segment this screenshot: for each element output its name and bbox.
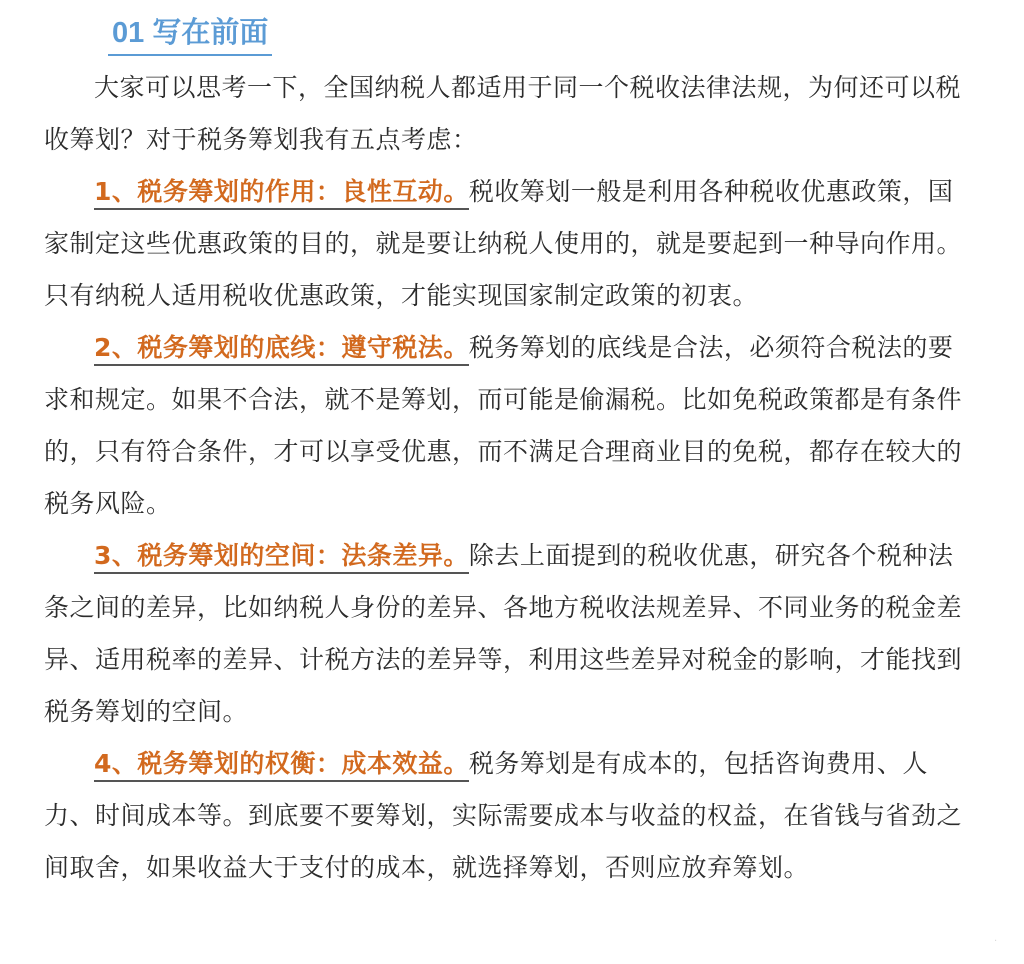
point-body-2: 税务筹划的底线是合法，必须符合税法的要求和规定。如果不合法，就不是筹划，而可能是偷漏税。比如免税政策都是有条件的，只有符合条件，才可以享受优惠，而不满足合理商业目的免税，都存在较大的税务风险。 [44, 333, 963, 518]
point-body-4: 税务筹划是有成本的，包括咨询费用、人力、时间成本等。到底要不要筹划，实际需要成本与收益的权益，在省钱与省劲之间取舍，如果收益大于支付的成本，就选择筹划，否则应放弃筹划。 [44, 749, 963, 882]
point-paragraph-4 [44, 738, 974, 894]
point-heading-4: 4、税务筹划的权衡：成本效益。 [94, 749, 469, 782]
point-paragraph-3 [44, 530, 974, 738]
section-title: 01 写在前面 [108, 14, 272, 56]
point-heading-2: 2、税务筹划的底线：遵守税法。 [94, 333, 469, 366]
point-body-1: 税收筹划一般是利用各种税收优惠政策，国家制定这些优惠政策的目的，就是要让纳税人使用的，就是要起到一种导向作用。只有纳税人适用税收优惠政策，才能实现国家制定政策的初衷。 [44, 177, 963, 310]
corner-dot-mark: · [994, 936, 998, 947]
point-heading-1: 1、税务筹划的作用：良性互动。 [94, 177, 469, 210]
point-body-3: 除去上面提到的税收优惠，研究各个税种法条之间的差异，比如纳税人身份的差异、各地方税收法规差异、不同业务的税金差异、适用税率的差异、计税方法的差异等，利用这些差异对税金的影响，才能找到税务筹划的空间。 [44, 541, 963, 726]
article [44, 14, 974, 894]
point-paragraph-1 [44, 166, 974, 322]
point-heading-3: 3、税务筹划的空间：法条差异。 [94, 541, 469, 574]
intro-paragraph: 大家可以思考一下，全国纳税人都适用于同一个税收法律法规，为何还可以税收筹划？对于税务筹划我有五点考虑： [44, 73, 962, 154]
point-paragraph-2 [44, 322, 974, 530]
